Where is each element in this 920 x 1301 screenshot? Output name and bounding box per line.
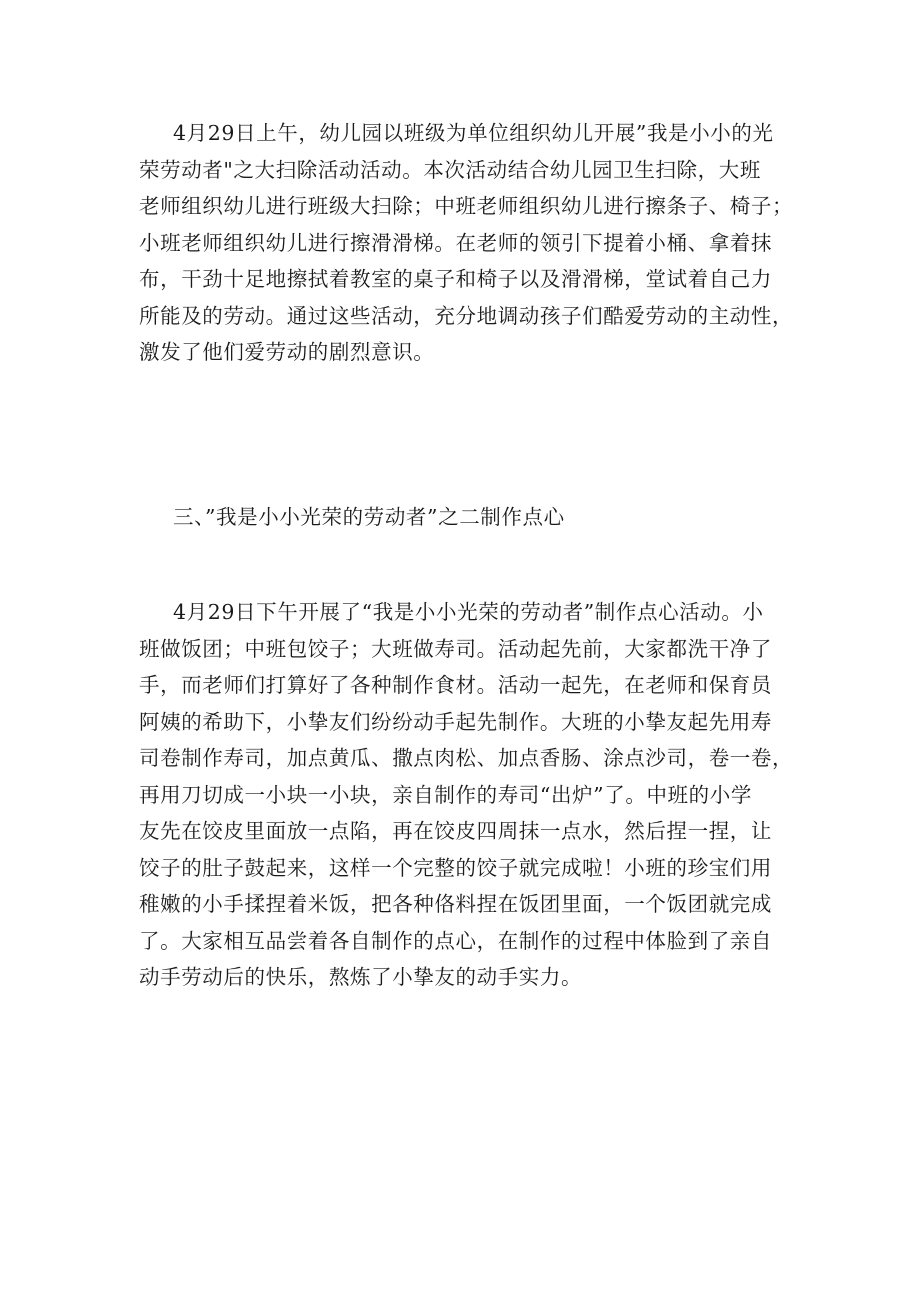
paragraph-line: 4月29日下午开展了“我是小小光荣的劳动者”制作点心活动。小 (173, 600, 764, 624)
paragraph-line: 班做饭团；中班包饺子；大班做寿司。活动起先前，大家都洗干净了 (139, 636, 772, 661)
paragraph-line: 所能及的劳动。通过这些活动，充分地调动孩子们酷爱劳动的主动性， (139, 303, 794, 328)
paragraph-line: 司卷制作寿司，加点黄瓜、撒点肉松、加点香肠、涂点沙司，卷一卷， (139, 746, 794, 770)
paragraph-line: 布，干劲十足地擦拭着教室的桌子和椅子以及滑滑梯，堂试着自己力 (139, 267, 772, 291)
section-heading: 三、”我是小小光荣的劳动者”之二制作点心 (173, 505, 565, 529)
paragraph-line: 阿姨的希助下，小挚友们纷纷动手起先制作。大班的小挚友起先用寿 (139, 709, 772, 734)
paragraph-line: 动手劳动后的快乐，熬炼了小挚友的动手实力。 (139, 965, 583, 989)
paragraph-snack-making-activity (139, 594, 794, 996)
paragraph-line: 老师组织幼儿进行班级大扫除；中班老师组织幼儿进行擦条子、椅子； (139, 194, 794, 218)
paragraph-line: 友先在饺皮里面放一点陷，再在饺皮四周抹一点水，然后捏一捏，让 (139, 819, 772, 843)
paragraph-line: 小班老师组织幼儿进行擦滑滑梯。在老师的领引下提着小桶、拿着抹 (139, 230, 772, 255)
paragraph-line: 4月29日上午，幼儿园以班级为单位组织幼儿开展”我是小小的光 (173, 121, 774, 145)
paragraph-cleanup-activity (139, 115, 794, 371)
paragraph-line: 荣劳动者"之大扫除活动活动。本次活动结合幼儿园卫生扫除，大班 (139, 157, 761, 182)
paragraph-line: 稚嫩的小手揉捏着米饭，把各种佫料捏在饭团里面，一个饭团就完成 (139, 892, 772, 916)
paragraph-line: 了。大家相互品尝着各自制作的点心，在制作的过程中体脸到了亲自 (139, 928, 772, 953)
paragraph-line: 饺子的肚子鼓起来，这样一个完整的饺子就完成啦！小班的珍宝们用 (139, 855, 772, 880)
paragraph-line: 激发了他们爱劳动的剧烈意识。 (139, 340, 435, 364)
paragraph-line: 手，而老师们打算好了各种制作食材。活动一起先，在老师和保育员 (139, 673, 772, 697)
paragraph-line: 再用刀切成一小块一小块，亲自制作的寿司“出炉”了。中班的小学 (139, 782, 752, 807)
